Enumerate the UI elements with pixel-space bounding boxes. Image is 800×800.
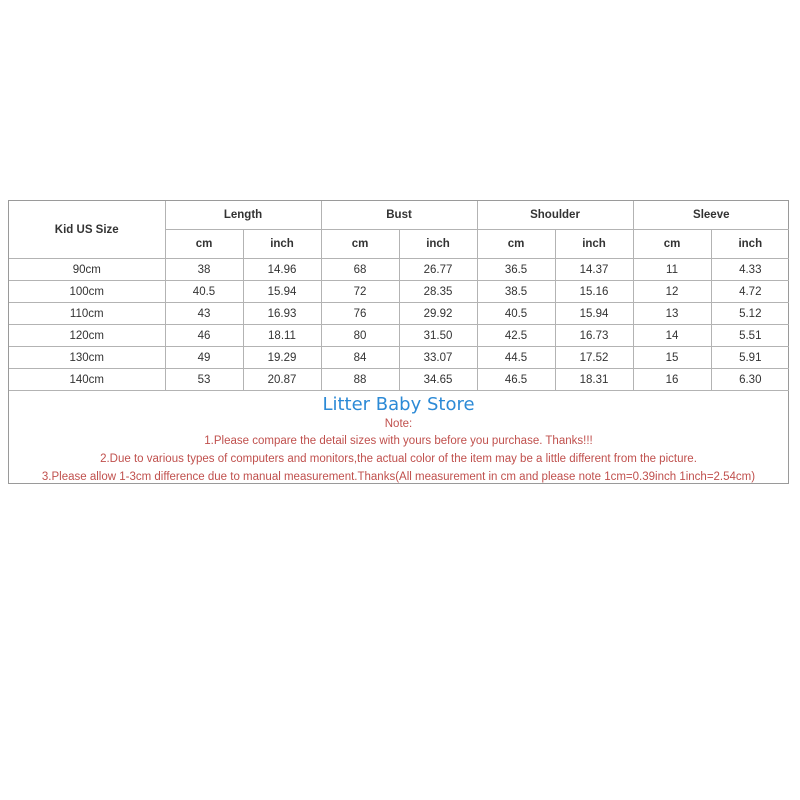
length-cm-cell: 40.5 [165, 281, 243, 303]
table-row [9, 347, 789, 369]
size-cell: 120cm [9, 325, 165, 347]
shoulder-cm-cell: 46.5 [477, 369, 555, 391]
sleeve-cm-header: cm [633, 230, 711, 259]
note-line-3: 3.Please allow 1-3cm difference due to manual measurement.Thanks(All measurement in cm and please note 1cm=0.39inch 1inch=2.54cm) [41, 471, 756, 483]
sleeve-inch-cell: 5.12 [711, 303, 789, 325]
size-chart [8, 200, 789, 484]
sleeve-inch-cell: 4.33 [711, 259, 789, 281]
length-inch-cell: 20.87 [243, 369, 321, 391]
length-inch-cell: 18.11 [243, 325, 321, 347]
table-row [9, 259, 789, 281]
bust-inch-cell: 33.07 [399, 347, 477, 369]
sleeve-inch-cell: 5.91 [711, 347, 789, 369]
sleeve-cm-cell: 12 [633, 281, 711, 303]
length-inch-cell: 16.93 [243, 303, 321, 325]
length-header: Length [165, 201, 321, 230]
shoulder-inch-cell: 15.94 [555, 303, 633, 325]
bust-inch-cell: 31.50 [399, 325, 477, 347]
bust-cm-cell: 72 [321, 281, 399, 303]
shoulder-cm-header: cm [477, 230, 555, 259]
shoulder-inch-cell: 15.16 [555, 281, 633, 303]
bust-header: Bust [321, 201, 477, 230]
note-line-1: 1.Please compare the detail sizes with yours before you purchase. Thanks!!! [204, 435, 593, 447]
size-cell: 130cm [9, 347, 165, 369]
sleeve-inch-header: inch [711, 230, 789, 259]
length-inch-cell: 15.94 [243, 281, 321, 303]
group-header-row [9, 201, 789, 230]
bust-cm-cell: 68 [321, 259, 399, 281]
table-row [9, 303, 789, 325]
size-cell: 140cm [9, 369, 165, 391]
kid-us-size-header: Kid US Size [9, 201, 165, 259]
shoulder-cm-cell: 42.5 [477, 325, 555, 347]
length-cm-cell: 38 [165, 259, 243, 281]
note-title: Note: [384, 418, 413, 430]
bust-cm-header: cm [321, 230, 399, 259]
shoulder-cm-cell: 44.5 [477, 347, 555, 369]
note-line-2: 2.Due to various types of computers and monitors,the actual color of the item may be a little different from the picture. [100, 453, 697, 465]
length-cm-cell: 46 [165, 325, 243, 347]
size-cell: 100cm [9, 281, 165, 303]
sleeve-cm-cell: 15 [633, 347, 711, 369]
length-inch-cell: 19.29 [243, 347, 321, 369]
shoulder-inch-cell: 17.52 [555, 347, 633, 369]
bust-cm-cell: 84 [321, 347, 399, 369]
shoulder-inch-cell: 16.73 [555, 325, 633, 347]
size-cell: 110cm [9, 303, 165, 325]
store-name: Litter Baby Store [322, 394, 475, 415]
bust-inch-cell: 28.35 [399, 281, 477, 303]
bust-cm-cell: 88 [321, 369, 399, 391]
notes-section [9, 391, 788, 486]
shoulder-cm-cell: 36.5 [477, 259, 555, 281]
size-cell: 90cm [9, 259, 165, 281]
shoulder-cm-cell: 38.5 [477, 281, 555, 303]
table-row [9, 281, 789, 303]
length-inch-header: inch [243, 230, 321, 259]
bust-inch-cell: 29.92 [399, 303, 477, 325]
length-cm-cell: 49 [165, 347, 243, 369]
sleeve-inch-cell: 5.51 [711, 325, 789, 347]
bust-inch-cell: 34.65 [399, 369, 477, 391]
sleeve-inch-cell: 6.30 [711, 369, 789, 391]
shoulder-cm-cell: 40.5 [477, 303, 555, 325]
length-cm-header: cm [165, 230, 243, 259]
bust-cm-cell: 76 [321, 303, 399, 325]
length-cm-cell: 53 [165, 369, 243, 391]
table-row [9, 369, 789, 391]
length-inch-cell: 14.96 [243, 259, 321, 281]
bust-cm-cell: 80 [321, 325, 399, 347]
sleeve-inch-cell: 4.72 [711, 281, 789, 303]
shoulder-header: Shoulder [477, 201, 633, 230]
bust-inch-header: inch [399, 230, 477, 259]
bust-inch-cell: 26.77 [399, 259, 477, 281]
size-table [9, 201, 789, 391]
shoulder-inch-header: inch [555, 230, 633, 259]
sleeve-cm-cell: 11 [633, 259, 711, 281]
table-row [9, 325, 789, 347]
shoulder-inch-cell: 14.37 [555, 259, 633, 281]
sleeve-cm-cell: 16 [633, 369, 711, 391]
sleeve-cm-cell: 13 [633, 303, 711, 325]
shoulder-inch-cell: 18.31 [555, 369, 633, 391]
sleeve-header: Sleeve [633, 201, 789, 230]
length-cm-cell: 43 [165, 303, 243, 325]
sleeve-cm-cell: 14 [633, 325, 711, 347]
